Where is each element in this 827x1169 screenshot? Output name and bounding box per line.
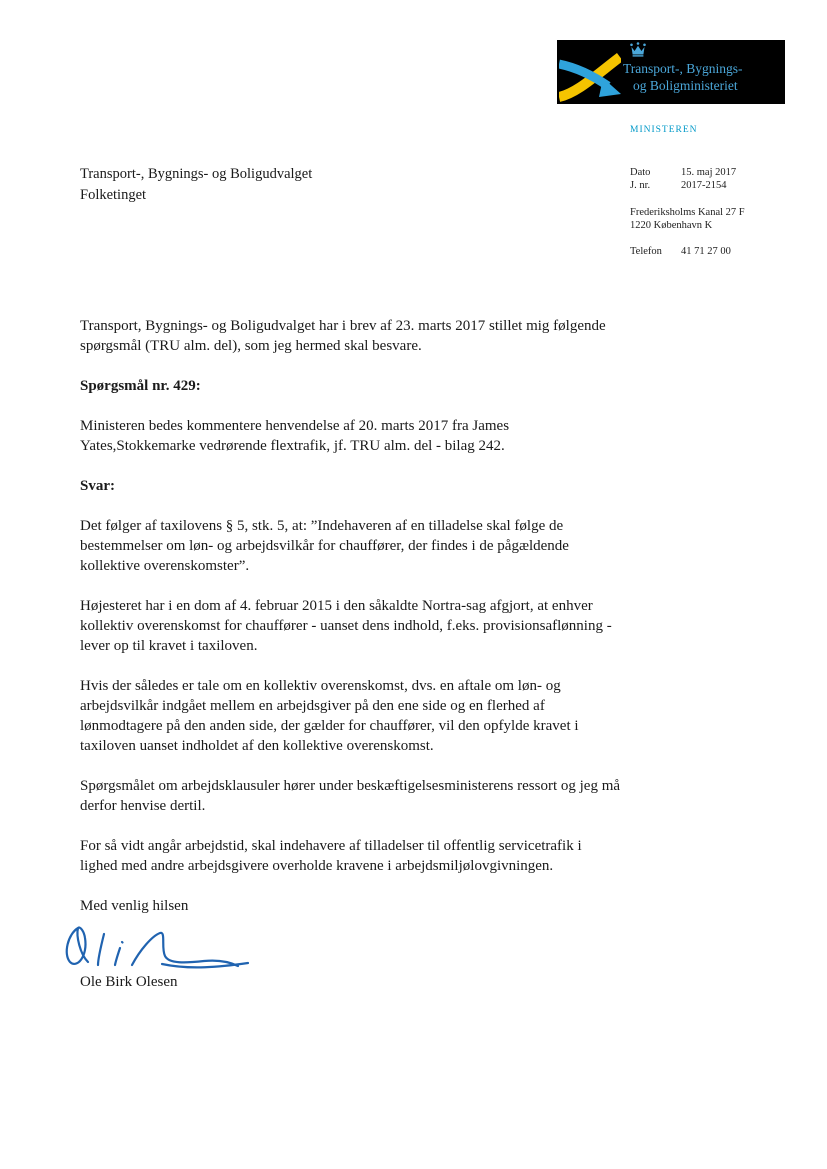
answer-paragraph: Hvis der således er tale om en kollektiv overenskomst, dvs. en aftale om løn- og arbejdsvilkår indgået mellem en arbejdsgiver på den ene side og en flerhed af lønmodtagere på den anden side, der gælder for chauffører, vil den opfylde kravet i taxiloven uanset indholdet af den kollektive overenskomst. xyxy=(80,678,579,754)
date-label: Dato xyxy=(630,167,651,178)
recipient-block xyxy=(80,164,312,206)
answer-paragraph: Højesteret har i en dom af 4. februar 2015 i den såkaldte Nortra-sag afgjort, at enhver kollektiv overenskomst for chauffører - uanset dens indhold, f.eks. provisionsaflønning - lever op til kravet i taxiloven. xyxy=(80,598,612,654)
phone-row xyxy=(630,245,800,258)
recipient-line-1: Transport-, Bygnings- og Boligudvalget xyxy=(80,166,313,182)
answer-paragraph: Spørgsmålet om arbejdsklausuler hører under beskæftigelsesministerens ressort og jeg må derfor henvise dertil. xyxy=(80,778,621,814)
minister-label: MINISTEREN xyxy=(630,125,698,135)
crown-icon xyxy=(629,42,647,57)
question-paragraph: Ministeren bedes kommentere henvendelse af 20. marts 2017 fra James Yates,Stokkemarke vedrørende flextrafik, jf. TRU alm. del - bilag 242. xyxy=(80,418,510,454)
road-swoosh-icon xyxy=(559,50,621,102)
address-line-1: Frederiksholms Kanal 27 F xyxy=(630,207,745,218)
handwritten-signature xyxy=(58,920,622,972)
date-row xyxy=(630,166,800,179)
answer-heading: Svar: xyxy=(80,478,115,494)
ministry-name-line2: og Boligministeriet xyxy=(633,78,738,93)
letter-body xyxy=(80,316,622,1012)
address-line-2: 1220 København K xyxy=(630,220,713,231)
journal-number-value: 2017-2154 xyxy=(681,180,727,191)
letter-meta xyxy=(630,124,800,258)
phone-value: 41 71 27 00 xyxy=(681,246,731,257)
phone-label: Telefon xyxy=(630,246,662,257)
journal-number-row xyxy=(630,179,800,192)
date-value: 15. maj 2017 xyxy=(681,167,737,178)
ministry-name xyxy=(623,60,743,94)
signature-ink xyxy=(58,920,253,972)
ministry-name-line1: Transport-, Bygnings- xyxy=(623,61,743,76)
answer-paragraph: For så vidt angår arbejdstid, skal indehavere af tilladelser til offentlig servicetrafik i lighed med andre arbejdsgivere overholde kravene i arbejdsmiljølovgivningen. xyxy=(80,838,582,874)
ministry-logo xyxy=(557,40,785,104)
closing-line: Med venlig hilsen xyxy=(80,898,189,914)
signature-name: Ole Birk Olesen xyxy=(80,974,178,990)
question-heading: Spørgsmål nr. 429: xyxy=(80,378,201,394)
answer-paragraph: Det følger af taxilovens § 5, stk. 5, at: ”Indehaveren af en tilladelse skal følge de bestemmelser om løn- og arbejdsvilkår for chauffører, der findes i de pågældende kollektive overenskomster”. xyxy=(80,518,569,574)
recipient-line-2: Folketinget xyxy=(80,187,147,203)
journal-number-label: J. nr. xyxy=(630,180,651,191)
intro-paragraph: Transport, Bygnings- og Boligudvalget har i brev af 23. marts 2017 stillet mig følgende spørgsmål (TRU alm. del), som jeg hermed skal besvare. xyxy=(80,318,606,354)
